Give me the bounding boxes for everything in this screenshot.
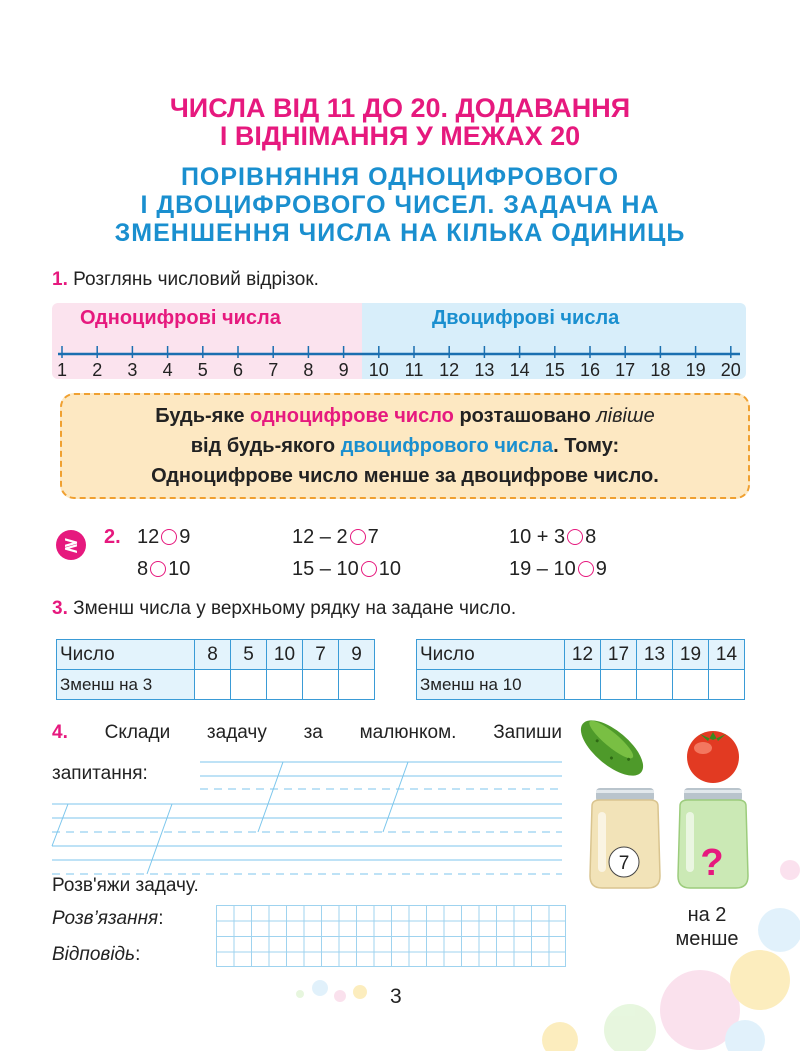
compare-expr-4: 8 10 (137, 558, 191, 580)
number-line-label: 12 (439, 360, 460, 380)
task3-prompt: 3. Зменш числа у верхньому рядку на задане число. (52, 598, 517, 619)
jar-2 (678, 788, 748, 888)
page-number: 3 (390, 985, 402, 1008)
number-line-label: 14 (509, 360, 530, 380)
jar1-value: 7 (618, 853, 630, 874)
cucumber-icon (572, 711, 652, 786)
table-cell: 19 (673, 640, 709, 670)
table-row-label: Число (417, 640, 565, 670)
chapter-title: ЧИСЛА ВІД 11 ДО 20. ДОДАВАННЯ І ВІДНІМАННЯ У МЕЖАХ 20 (169, 93, 631, 151)
table-cell: 17 (601, 640, 637, 670)
task2-number: 2. (104, 526, 121, 548)
number-line-label: 15 (544, 360, 565, 380)
rule-box: Будь-яке одноцифрове число розташовано лівіше від будь-якого двоцифрового числа. Тому: Одноцифрове число менше за двоцифрове число. (60, 393, 750, 499)
number-line-label: 3 (127, 360, 138, 380)
task4-prompt: 4. Склади задачу за малюнком. Запиши (52, 722, 562, 743)
table-cell: 12 (565, 640, 601, 670)
number-line-label: 6 (232, 360, 244, 380)
table-cell: 10 (267, 640, 303, 670)
answer-label: Відповідь: (52, 944, 141, 965)
tomato-icon (687, 731, 739, 783)
table-row-label: Зменш на 3 (57, 670, 195, 700)
compare-expr-2: 12 – 2 7 (292, 526, 379, 548)
double-digit-label: Двоцифрові числа (432, 307, 620, 329)
number-line-label: 7 (268, 360, 279, 380)
solve-prompt: Розв'яжи задачу. (52, 875, 199, 896)
number-line-label: 2 (92, 360, 103, 380)
task1-prompt: 1. Розглянь числовий відрізок. (52, 269, 319, 290)
number-line-label: 5 (197, 360, 208, 380)
number-line-label: 13 (474, 360, 495, 380)
number-line-label: 20 (720, 360, 741, 380)
number-line-label: 17 (615, 360, 636, 380)
table-cell: 8 (195, 640, 231, 670)
jar2-value: ? (700, 842, 724, 884)
number-line-label: 8 (303, 360, 314, 380)
number-line-label: 19 (685, 360, 706, 380)
number-line-label: 10 (368, 360, 389, 380)
solution-label: Розв’язання: (52, 908, 164, 929)
lesson-title: ПОРІВНЯННЯ ОДНОЦИФРОВОГО І ДВОЦИФРОВОГО ЧИСЕЛ. ЗАДАЧА НА ЗМЕНШЕННЯ ЧИСЛА НА КІЛЬКА ОДИНИЦЬ (114, 163, 686, 247)
jar-1 (590, 788, 660, 888)
table-cell: 9 (339, 640, 375, 670)
compare-expr-3: 10 + 3 8 (509, 526, 597, 548)
table-cell: 5 (231, 640, 267, 670)
compare-expr-6: 19 – 10 9 (509, 558, 607, 580)
compare-expr-1: 12 9 (137, 526, 191, 548)
compare-icon: ≷ (56, 530, 86, 560)
table-cell: 13 (637, 640, 673, 670)
number-line-label: 16 (579, 360, 601, 380)
compare-expr-5: 15 – 10 10 (292, 558, 401, 580)
number-line-label: 9 (338, 360, 349, 380)
less-by-label: на 2 менше (675, 904, 739, 950)
table-row-label: Зменш на 10 (417, 670, 565, 700)
single-digit-label: Одноцифрові числа (80, 307, 281, 329)
number-line-label: 18 (650, 360, 671, 380)
table-cell: 7 (303, 640, 339, 670)
number-line-label: 11 (404, 360, 424, 380)
question-label: запитання: (52, 763, 148, 784)
number-line-label: 1 (56, 360, 68, 380)
table-cell: 14 (709, 640, 745, 670)
number-line-label: 4 (162, 360, 173, 380)
table-row-label: Число (57, 640, 195, 670)
